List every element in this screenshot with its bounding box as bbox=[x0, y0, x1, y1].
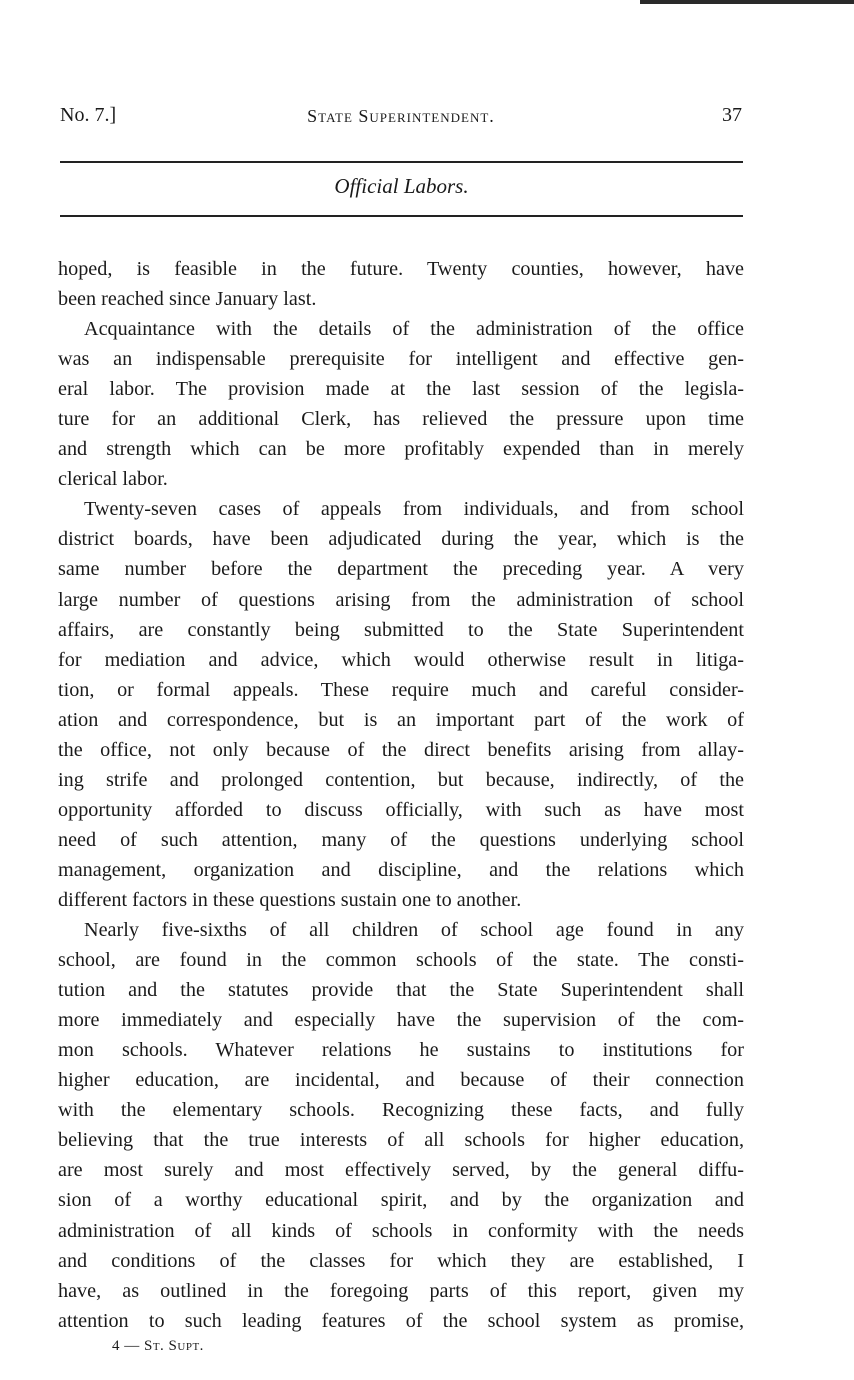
text-line: with the elementary schools. Recognizing these facts, and fully bbox=[58, 1099, 744, 1122]
text-line: affairs, are constantly being submitted to the State Superintendent bbox=[58, 618, 744, 641]
document-number: No. 7.] bbox=[60, 104, 117, 126]
text-line: school, are found in the common schools of the state. The consti- bbox=[58, 949, 744, 972]
header-title: State Superintendent. bbox=[307, 106, 495, 126]
text-line: have, as outlined in the foregoing parts of this report, given my bbox=[58, 1279, 744, 1302]
text-line: same number before the department the preceding year. A very bbox=[58, 558, 744, 581]
text-line: Twenty-seven cases of appeals from individuals, and from school bbox=[84, 498, 744, 521]
text-line: district boards, have been adjudicated during the year, which is the bbox=[58, 528, 744, 551]
text-line: higher education, are incidental, and because of their connection bbox=[58, 1069, 744, 1092]
text-line: believing that the true interests of all schools for higher education, bbox=[58, 1129, 744, 1152]
text-line: large number of questions arising from the administration of school bbox=[58, 588, 744, 611]
bottom-rule bbox=[60, 215, 743, 217]
text-line: ation and correspondence, but is an important part of the work of bbox=[58, 708, 744, 731]
page-top-edge bbox=[640, 0, 854, 4]
text-line: Nearly five-sixths of all children of school age found in any bbox=[84, 919, 744, 942]
text-line: different factors in these questions sustain one to another. bbox=[58, 888, 522, 911]
text-line: attention to such leading features of the school system as promise, bbox=[58, 1309, 744, 1332]
text-line: and strength which can be more profitably expended than in merely bbox=[58, 438, 744, 461]
text-line: opportunity afforded to discuss officially, with such as have most bbox=[58, 798, 744, 821]
text-line: the office, not only because of the direct benefits arising from allay- bbox=[58, 738, 744, 761]
text-line: tution and the statutes provide that the State Superintendent shall bbox=[58, 979, 744, 1002]
text-line: clerical labor. bbox=[58, 468, 168, 491]
text-line: mon schools. Whatever relations he sustains to institutions for bbox=[58, 1039, 744, 1062]
text-line: need of such attention, many of the questions underlying school bbox=[58, 828, 744, 851]
page-number: 37 bbox=[722, 104, 742, 126]
text-line: and conditions of the classes for which they are established, I bbox=[58, 1249, 744, 1272]
text-line: are most surely and most effectively served, by the general diffu- bbox=[58, 1159, 744, 1182]
text-line: ture for an additional Clerk, has relieved the pressure upon time bbox=[58, 408, 744, 431]
text-line: been reached since January last. bbox=[58, 288, 317, 311]
text-line: tion, or formal appeals. These require much and careful consider- bbox=[58, 678, 744, 701]
text-line: ing strife and prolonged contention, but because, indirectly, of the bbox=[58, 768, 744, 791]
text-line: management, organization and discipline, and the relations which bbox=[58, 858, 744, 881]
text-line: hoped, is feasible in the future. Twenty counties, however, have bbox=[58, 258, 744, 280]
text-line: sion of a worthy educational spirit, and by the organization and bbox=[58, 1189, 744, 1212]
text-line: more immediately and especially have the supervision of the com- bbox=[58, 1009, 744, 1032]
text-line: administration of all kinds of schools in conformity with the needs bbox=[58, 1219, 744, 1242]
text-line: Acquaintance with the details of the administration of the office bbox=[84, 318, 744, 341]
text-line: eral labor. The provision made at the last session of the legisla- bbox=[58, 378, 744, 401]
text-line: was an indispensable prerequisite for intelligent and effective gen- bbox=[58, 348, 744, 371]
running-header bbox=[60, 104, 742, 134]
text-line: for mediation and advice, which would otherwise result in litiga- bbox=[58, 648, 744, 671]
top-rule bbox=[60, 161, 743, 163]
body-text bbox=[58, 254, 744, 1336]
signature-mark: 4 — St. Supt. bbox=[112, 1338, 204, 1354]
section-title: Official Labors. bbox=[334, 174, 469, 198]
